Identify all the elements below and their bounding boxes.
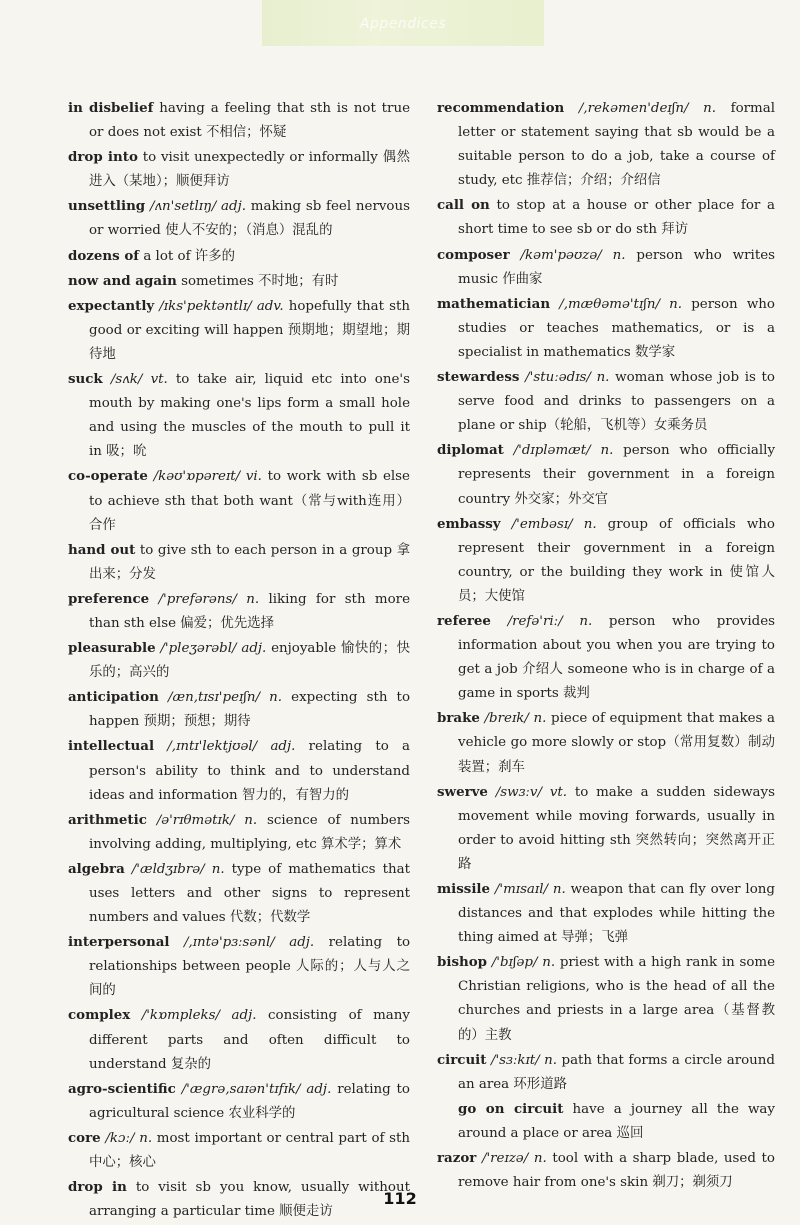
definition: weapon that can fly over long distances and that explodes while hitting the thing aimed at 导弹；飞弹 [458, 882, 775, 946]
left-column [68, 96, 410, 1224]
phonetic: /,rekəmen'deɪʃn/ [578, 101, 689, 116]
definition: person who studies or teaches mathematics, or is a specialist in mathematics 数学家 [458, 296, 775, 360]
part-of-speech: n. [579, 613, 593, 629]
glossary-entry [68, 96, 410, 145]
headword: interpersonal [68, 934, 170, 951]
part-of-speech: adj. [289, 935, 315, 951]
glossary-entry [437, 609, 775, 706]
glossary-entry [437, 96, 775, 193]
definition: woman whose job is to serve food and drinks to passengers on a plane or ship（轮船，飞机等）女乘务员 [458, 370, 775, 434]
definition: to make a sudden sideways movement while moving forwards, usually in order to avoid hitting sth 突然转向；突然离开正路 [458, 784, 775, 872]
definition: to stop at a house or other place for a short time to see sb or do sth 拜访 [458, 198, 775, 238]
glossary-entry [68, 145, 410, 194]
headword: in disbelief [68, 100, 154, 116]
glossary-entry [437, 193, 775, 242]
headword: brake [437, 710, 480, 727]
part-of-speech: n. [600, 443, 614, 459]
headword: go on circuit [458, 1100, 564, 1117]
definition: relating to agricultural science 农业科学的 [89, 1081, 410, 1121]
part-of-speech: n. [139, 1130, 153, 1146]
definition: expecting sth to happen 预期；预想；期待 [89, 690, 411, 730]
definition: person who officially represents their government in a foreign country 外交家；外交官 [458, 443, 776, 507]
headword: circuit [437, 1051, 487, 1068]
phonetic: /kɔː/ [105, 1130, 135, 1146]
headword: recommendation [437, 100, 565, 116]
glossary-entry [437, 950, 775, 1047]
headword: core [68, 1129, 101, 1146]
definition: path that forms a circle around an area 环形道路 [458, 1052, 775, 1092]
definition: a lot of 许多的 [143, 248, 235, 264]
definition: have a journey all the way around a place or area 巡回 [458, 1101, 775, 1141]
phonetic: /,mæθəmə'tɪʃn/ [559, 296, 660, 312]
headword: arithmetic [68, 811, 147, 828]
glossary-entry [437, 438, 775, 511]
headword: algebra [68, 860, 125, 877]
definition: to visit unexpectedly or informally 偶然进入（某地）；顺便拜访 [89, 150, 410, 190]
headword: stewardess [437, 369, 520, 386]
glossary-entry [68, 244, 410, 269]
glossary-entry [68, 1003, 410, 1076]
right-column [437, 96, 775, 1195]
part-of-speech: vt. [150, 372, 168, 388]
part-of-speech: n. [246, 591, 260, 607]
headword: drop in [68, 1179, 127, 1196]
headword: diplomat [437, 442, 504, 459]
part-of-speech: n. [544, 1052, 558, 1068]
part-of-speech: adj. [231, 1008, 257, 1024]
section-title: Appendices [359, 16, 447, 32]
part-of-speech: n. [583, 516, 597, 532]
glossary-entry [437, 877, 775, 950]
headword: pleasurable [68, 640, 156, 657]
part-of-speech: adj. [306, 1081, 332, 1097]
phonetic: /ɪks'pektəntlɪ/ [159, 298, 252, 314]
glossary-entry [437, 780, 775, 877]
headword: expectantly [68, 297, 155, 314]
glossary-entry [68, 1126, 410, 1175]
definition: most important or central part of sth 中心；核心 [89, 1130, 411, 1171]
headword: referee [437, 612, 491, 629]
phonetic: /breɪk/ [484, 711, 529, 727]
header-band [262, 0, 544, 46]
glossary-entry [437, 292, 775, 365]
headword: drop into [68, 149, 138, 166]
definition: relating to a person's ability to think and to understand ideas and information 智力的，有智力的 [89, 739, 410, 803]
headword: dozens of [68, 247, 140, 264]
phonetic: /'kɒmpleks/ [141, 1008, 221, 1024]
definition: relating to relationships between people 人际的；人与人之间的 [89, 935, 411, 999]
phonetic: /,ɪntə'pɜːsənl/ [183, 935, 275, 951]
glossary-entry [68, 808, 410, 857]
headword: bishop [437, 954, 488, 971]
glossary-entry [68, 269, 410, 294]
phonetic: /'bɪʃəp/ [491, 955, 538, 971]
glossary-entry [68, 734, 410, 807]
phonetic: /'ægrə,saɪən'tɪfɪk/ [181, 1081, 301, 1097]
definition: science of numbers involving adding, multiplying, etc 算术学；算术 [89, 812, 411, 852]
part-of-speech: vt. [549, 784, 568, 800]
part-of-speech: adj. [221, 199, 246, 215]
definition: group of officials who represent their government in a foreign country, or the building they work in 使馆人员；大使馆 [458, 516, 775, 604]
glossary-entry [68, 857, 410, 930]
phonetic: /kəm'pəʊzə/ [520, 247, 602, 263]
phonetic: /'mɪsaɪl/ [494, 882, 548, 897]
definition: priest with a high rank in some Christian religions, who is the head of all the churches and priests in a large area（基督教的）主教 [458, 955, 776, 1043]
part-of-speech: n. [703, 101, 716, 116]
glossary-entry [68, 636, 410, 685]
part-of-speech: adj. [270, 739, 296, 755]
headword: mathematician [437, 295, 551, 312]
page-number: 112 [383, 1189, 417, 1208]
phonetic: /kəʊ'ɒpəreɪt/ [153, 469, 241, 485]
part-of-speech: n. [269, 690, 283, 706]
glossary-entry [68, 194, 410, 243]
glossary-entry [68, 367, 410, 464]
phonetic: /'dɪpləmæt/ [513, 443, 591, 459]
glossary-entry [437, 1146, 775, 1195]
headword: anticipation [68, 689, 159, 706]
part-of-speech: n. [612, 247, 626, 263]
headword: call on [437, 197, 490, 214]
glossary-entry [437, 1097, 775, 1146]
headword: hand out [68, 541, 136, 558]
headword: swerve [437, 783, 488, 800]
part-of-speech: n. [211, 861, 225, 877]
definition: person who writes music 作曲家 [458, 247, 775, 287]
phonetic: /swɜːv/ [495, 784, 543, 800]
glossary-entry [68, 294, 410, 367]
headword: preference [68, 590, 150, 607]
glossary-entry [437, 706, 775, 779]
definition: to visit sb you know, usually without arranging a particular time 顺便走访 [89, 1180, 410, 1220]
phonetic: /'embəsɪ/ [511, 516, 573, 532]
headword: razor [437, 1150, 477, 1167]
phonetic: /refə'riː/ [507, 613, 563, 629]
definition: having a feeling that sth is not true or does not exist 不相信；怀疑 [89, 101, 411, 141]
phonetic: /ʌn'setlɪŋ/ [149, 199, 217, 215]
headword: composer [437, 246, 510, 263]
definition: piece of equipment that makes a vehicle go more slowly or stop（常用复数）制动装置；刹车 [458, 711, 775, 775]
phonetic: /'reɪzə/ [481, 1151, 529, 1167]
part-of-speech: n. [533, 1151, 547, 1167]
definition: sometimes 不时地；有时 [181, 273, 339, 289]
part-of-speech: n. [552, 882, 566, 897]
headword: missile [437, 881, 491, 897]
glossary-entry [437, 243, 775, 292]
phonetic: /'sɜːkɪt/ [490, 1052, 540, 1068]
part-of-speech: adv. [256, 298, 284, 314]
definition: consisting of many different parts and often difficult to understand 复杂的 [89, 1008, 410, 1072]
glossary-entry [68, 464, 410, 537]
definition: type of mathematics that uses letters and other signs to represent numbers and values 代数；代数学 [89, 861, 410, 926]
definition: enjoyable 愉快的；快乐的；高兴的 [89, 641, 410, 681]
headword: suck [68, 371, 103, 388]
glossary-entry [68, 1077, 410, 1126]
phonetic: /'pleʒərəbl/ [160, 641, 237, 657]
definition: person who provides information about you when you are trying to get a job 介绍人 someone who is in charge of a game in sports 裁判 [458, 613, 775, 702]
glossary-entry [68, 587, 410, 636]
headword: now and again [68, 272, 177, 289]
part-of-speech: n. [542, 955, 556, 971]
headword: intellectual [68, 738, 155, 755]
phonetic: /æn,tɪsɪ'peɪʃn/ [168, 690, 261, 706]
glossary-entry [437, 1048, 775, 1097]
phonetic: /sʌk/ [110, 372, 143, 388]
part-of-speech: n. [244, 812, 258, 828]
part-of-speech: n. [533, 711, 547, 727]
definition: to work with sb else to achieve sth that both want（常与with连用）合作 [89, 469, 410, 533]
definition: to take air, liquid etc into one's mouth by making one's lips form a small hole and using the muscles of the mouth to pull it in 吸；吮 [89, 372, 410, 460]
phonetic: /'ældʒɪbrə/ [131, 861, 205, 877]
headword: unsettling [68, 198, 146, 215]
glossary-entry [68, 930, 410, 1003]
phonetic: /,ɪntɪ'lektjʊəl/ [167, 739, 258, 755]
glossary-entry [437, 365, 775, 438]
definition: tool with a sharp blade, used to remove hair from one's skin 剃刀；剃须刀 [458, 1151, 775, 1191]
headword: embassy [437, 515, 501, 532]
definition: hopefully that sth good or exciting will happen 预期地；期望地；期待地 [89, 298, 410, 362]
glossary-entry [68, 538, 410, 587]
definition: to give sth to each person in a group 拿出来；分发 [89, 542, 410, 582]
definition: making sb feel nervous or worried 使人不安的；（消息）混乱的 [89, 199, 410, 239]
phonetic: /ə'rɪθmətɪk/ [156, 812, 235, 828]
part-of-speech: n. [596, 370, 610, 386]
glossary-entry [437, 512, 775, 609]
headword: co-operate [68, 468, 148, 485]
part-of-speech: n. [669, 296, 683, 312]
headword: agro-scientific [68, 1080, 176, 1097]
phonetic: /'stuːədɪs/ [525, 370, 591, 386]
definition: liking for sth more than sth else 偏爱；优先选择 [89, 591, 410, 631]
part-of-speech: vi. [245, 469, 262, 485]
definition: formal letter or statement saying that sb would be a suitable person to do a job, take a course of study, etc 推荐信；介绍；介绍信 [458, 101, 776, 189]
glossary-entry [68, 685, 410, 734]
phonetic: /'prefərəns/ [158, 591, 237, 607]
part-of-speech: adj. [241, 641, 267, 657]
headword: complex [68, 1007, 131, 1024]
